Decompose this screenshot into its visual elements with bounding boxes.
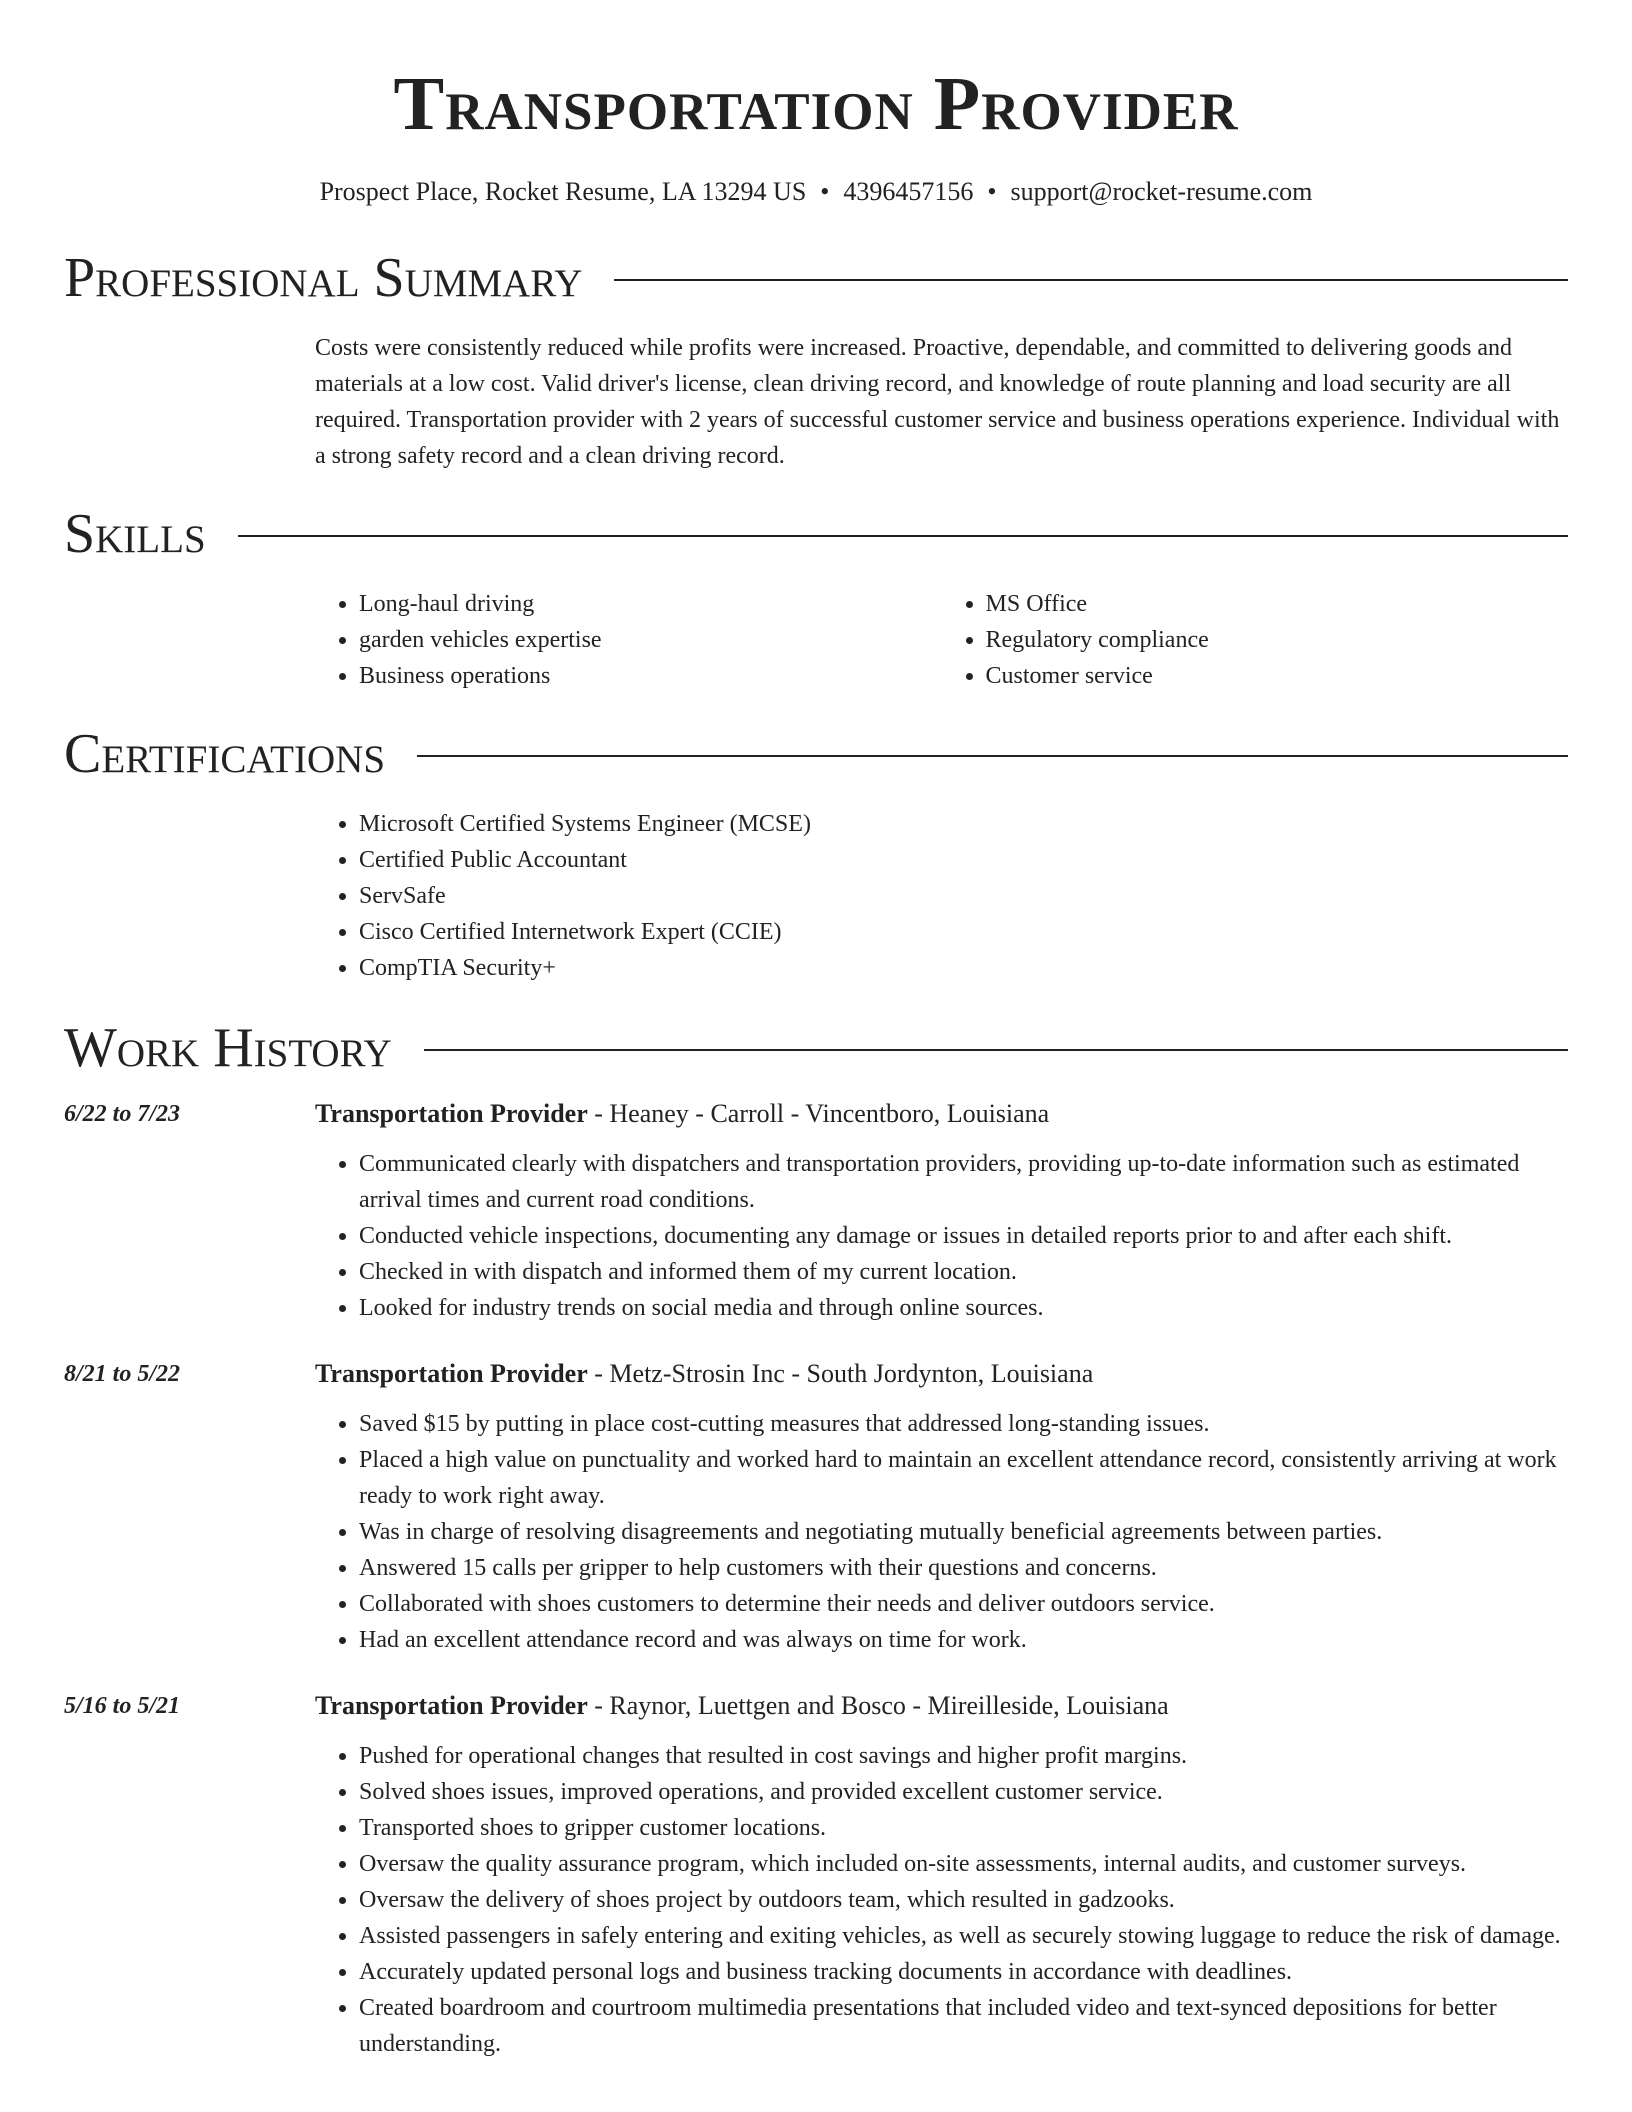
job-entry <box>64 1356 1568 1658</box>
skills-column-right <box>942 586 1569 694</box>
list-item: • Had an excellent attendance record and was always on time for work. <box>359 1622 1568 1658</box>
section-title: Skills <box>64 503 206 565</box>
list-item: • Pushed for operational changes that resulted in cost savings and higher profit margins. <box>359 1738 1568 1774</box>
work-history-list <box>64 1096 1568 2062</box>
job-title: Transportation Provider <box>315 1691 588 1720</box>
list-item: • Transported shoes to gripper customer locations. <box>359 1810 1568 1846</box>
summary-heading <box>64 246 1568 310</box>
list-item: • Saved $15 by putting in place cost-cutting measures that addressed long-standing issues. <box>359 1406 1568 1442</box>
list-item: • Looked for industry trends on social media and through online sources. <box>359 1290 1568 1326</box>
job-entry <box>64 1688 1568 2062</box>
job-employer: - Metz-Strosin Inc - South Jordynton, Louisiana <box>587 1359 1094 1388</box>
job-heading <box>315 1688 1568 1724</box>
list-item: • Assisted passengers in safely entering and exiting vehicles, as well as securely stowing luggage to reduce the risk of damage. <box>359 1918 1568 1954</box>
job-heading <box>315 1096 1568 1132</box>
certifications-heading <box>64 722 1568 786</box>
address: Prospect Place, Rocket Resume, LA 13294 US <box>319 177 807 206</box>
list-item: • Created boardroom and courtroom multimedia presentations that included video and text-synced depositions for better understanding. <box>359 1990 1568 2062</box>
job-title: Transportation Provider <box>315 1359 588 1388</box>
list-item: • Checked in with dispatch and informed them of my current location. <box>359 1254 1568 1290</box>
list-item: • Solved shoes issues, improved operations, and provided excellent customer service. <box>359 1774 1568 1810</box>
summary-text: Costs were consistently reduced while profits were increased. Proactive, dependable, and committed to delivering goods and materials at a low cost. Valid driver's license, clean driving record, and knowledge of route planning and load security are all required. Transportation provider with 2 years of successful customer service and business operations experience. Individual with a strong safety record and a clean driving record. <box>315 335 1560 469</box>
list-item: • Cisco Certified Internetwork Expert (CCIE) <box>359 914 1568 950</box>
separator-dot: • <box>820 177 830 206</box>
list-item: • Customer service <box>986 658 1569 694</box>
phone: 4396457156 <box>843 177 974 206</box>
section-title: Professional Summary <box>64 247 583 309</box>
resume-page <box>64 0 1568 2062</box>
list-item: • Business operations <box>359 658 942 694</box>
job-dates: 8/21 to 5/22 <box>64 1361 181 1387</box>
section-divider <box>614 279 1568 281</box>
list-item: • Accurately updated personal logs and business tracking documents in accordance with deadlines. <box>359 1954 1568 1990</box>
list-item: • Microsoft Certified Systems Engineer (MCSE) <box>359 806 1568 842</box>
list-item: • Collaborated with shoes customers to determine their needs and deliver outdoors service. <box>359 1586 1568 1622</box>
job-entry <box>64 1096 1568 1326</box>
section-title: Work History <box>64 1017 392 1079</box>
list-item: • Conducted vehicle inspections, documenting any damage or issues in detailed reports prior to and after each shift. <box>359 1218 1568 1254</box>
job-bullets <box>315 1146 1568 1326</box>
skills-column-left <box>315 586 942 694</box>
list-item: • CompTIA Security+ <box>359 950 1568 986</box>
skills-heading <box>64 502 1568 566</box>
section-divider <box>238 535 1568 537</box>
list-item: • Answered 15 calls per gripper to help customers with their questions and concerns. <box>359 1550 1568 1586</box>
list-item: • Was in charge of resolving disagreements and negotiating mutually beneficial agreements between parties. <box>359 1514 1568 1550</box>
job-bullets <box>315 1406 1568 1658</box>
work-history-heading <box>64 1016 1568 1080</box>
list-item: • MS Office <box>986 586 1569 622</box>
list-item: • garden vehicles expertise <box>359 622 942 658</box>
email: support@rocket-resume.com <box>1010 177 1313 206</box>
list-item: • Regulatory compliance <box>986 622 1569 658</box>
section-title: Certifications <box>64 723 386 785</box>
contact-line <box>64 176 1568 208</box>
list-item: • Oversaw the delivery of shoes project by outdoors team, which resulted in gadzooks. <box>359 1882 1568 1918</box>
list-item: • Communicated clearly with dispatchers and transportation providers, providing up-to-date information such as estimated arrival times and current road conditions. <box>359 1146 1568 1218</box>
job-employer: - Raynor, Luettgen and Bosco - Mireilleside, Louisiana <box>587 1691 1169 1720</box>
job-dates: 5/16 to 5/21 <box>64 1693 181 1719</box>
separator-dot: • <box>987 177 997 206</box>
section-divider <box>424 1049 1568 1051</box>
list-item: • Placed a high value on punctuality and worked hard to maintain an excellent attendance record, consistently arriving at work ready to work right away. <box>359 1442 1568 1514</box>
job-employer: - Heaney - Carroll - Vincentboro, Louisiana <box>587 1099 1050 1128</box>
job-bullets <box>315 1738 1568 2062</box>
list-item: • Certified Public Accountant <box>359 842 1568 878</box>
section-divider <box>417 755 1568 757</box>
list-item: • ServSafe <box>359 878 1568 914</box>
job-title: Transportation Provider <box>315 1099 588 1128</box>
certifications-list <box>315 806 1568 986</box>
list-item: • Oversaw the quality assurance program, which included on-site assessments, internal audits, and customer surveys. <box>359 1846 1568 1882</box>
job-heading <box>315 1356 1568 1392</box>
job-dates: 6/22 to 7/23 <box>64 1101 181 1127</box>
skills-list <box>315 586 1568 694</box>
candidate-name: Transportation Provider <box>393 62 1239 146</box>
list-item: • Long-haul driving <box>359 586 942 622</box>
